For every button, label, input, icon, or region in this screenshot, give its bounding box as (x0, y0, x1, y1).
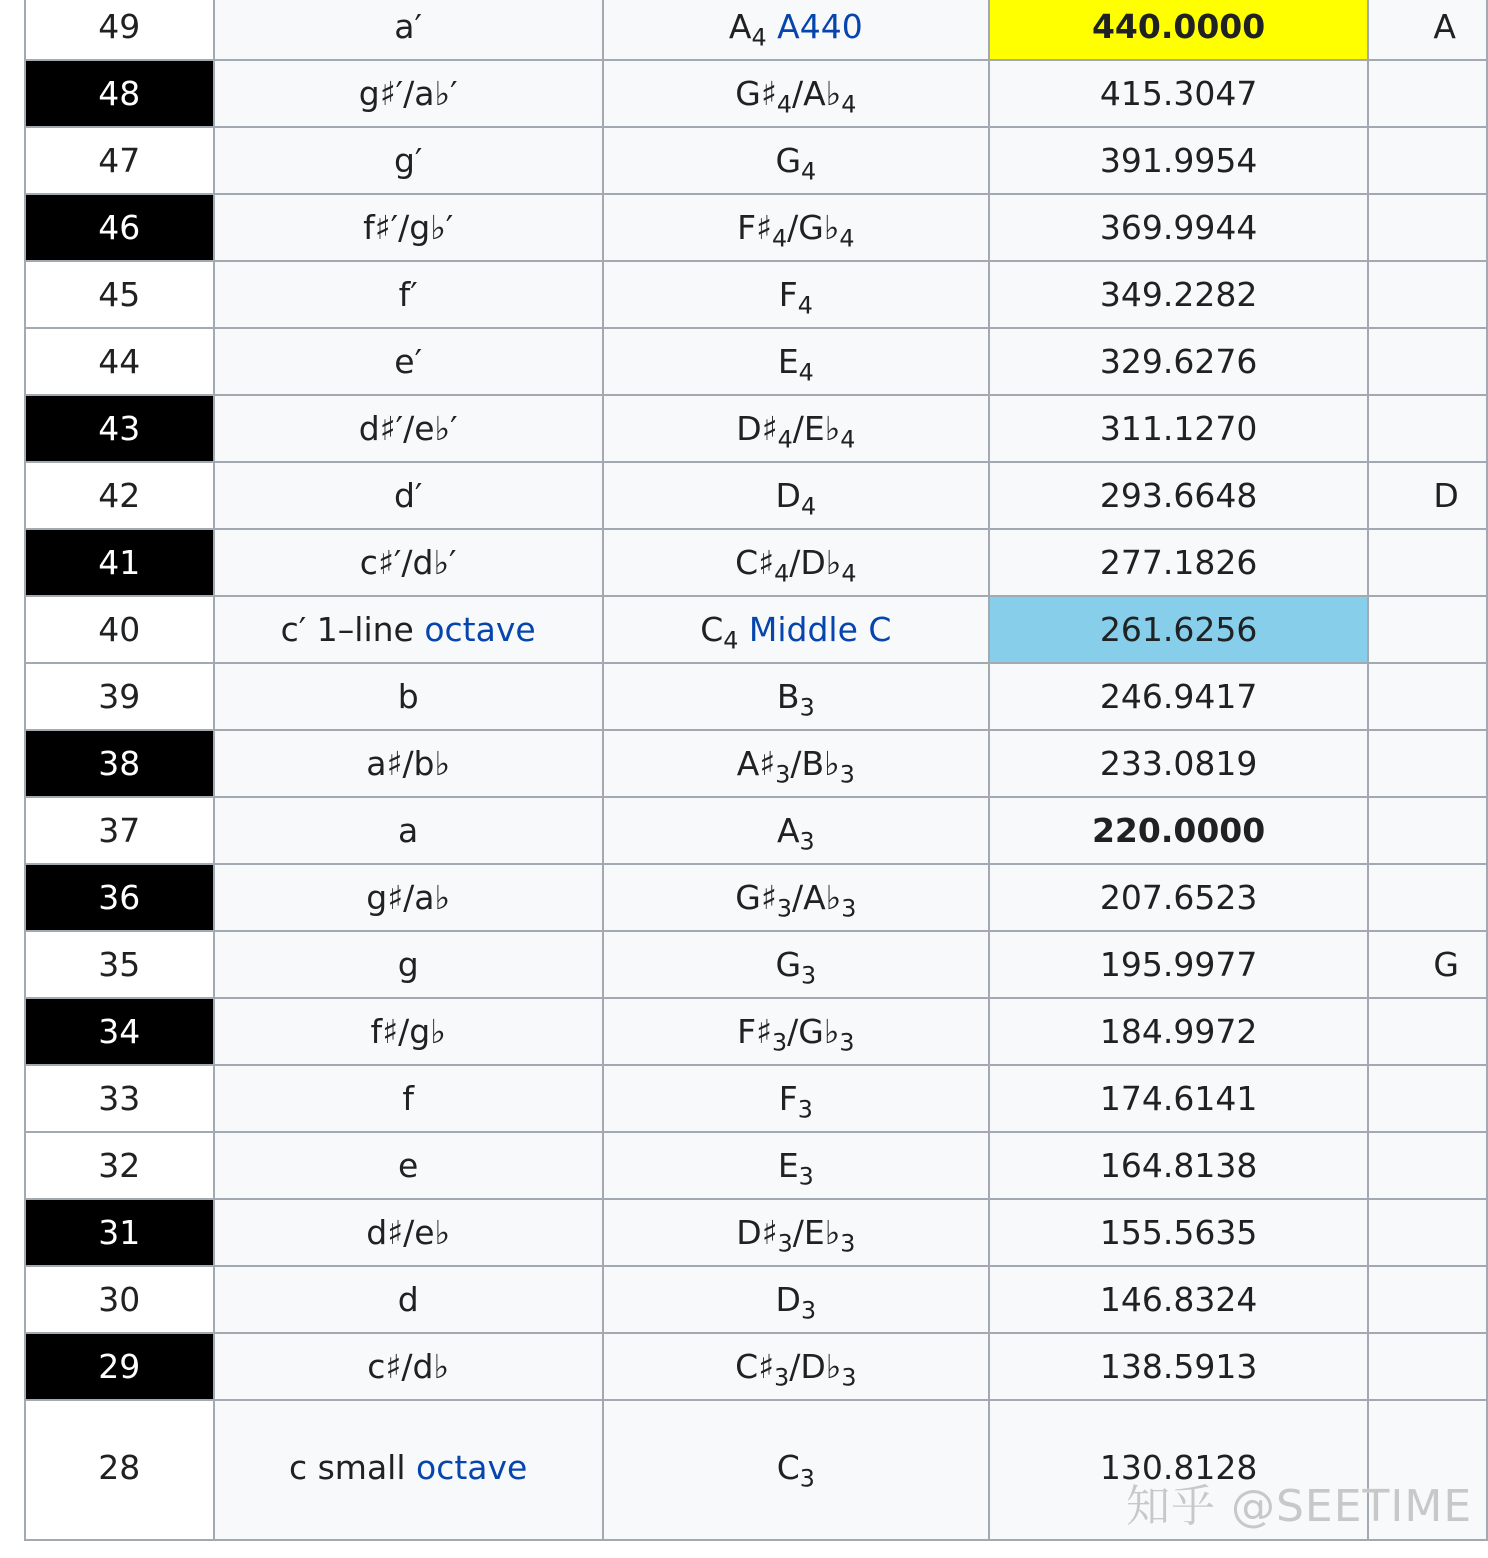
helmholtz-name-cell (214, 663, 603, 730)
extra-column-cell (1368, 328, 1487, 395)
scientific-name-cell (603, 194, 989, 261)
scientific-name-cell (603, 127, 989, 194)
table-row (25, 1400, 1487, 1540)
extra-column-cell (1368, 663, 1487, 730)
scientific-name-cell (603, 395, 989, 462)
table-row (25, 1132, 1487, 1199)
scientific-note: F (778, 275, 798, 314)
helmholtz-name: e′ (394, 342, 423, 381)
scientific-note: A (776, 811, 800, 850)
helmholtz-name-cell (214, 730, 603, 797)
helmholtz-name-cell (214, 1199, 603, 1266)
table-row (25, 1266, 1487, 1333)
scientific-note: D♯ (736, 409, 778, 448)
piano-key-frequency-table (24, 0, 1488, 1541)
octave-subscript: 4 (776, 90, 792, 119)
octave-subscript: 3 (800, 1296, 817, 1325)
helmholtz-name-cell (214, 261, 603, 328)
extra-column-cell (1368, 395, 1487, 462)
frequency-cell: 246.9417 (989, 663, 1369, 730)
octave-subscript: 4 (772, 224, 788, 253)
key-number-cell: 49 (25, 0, 214, 60)
key-number-cell: 38 (25, 730, 214, 797)
table-row (25, 797, 1487, 864)
frequency-cell: 329.6276 (989, 328, 1369, 395)
octave-subscript: 3 (841, 1363, 857, 1392)
extra-column-cell (1368, 60, 1487, 127)
key-number-cell: 37 (25, 797, 214, 864)
octave-subscript: 4 (797, 291, 813, 320)
frequency-cell: 207.6523 (989, 864, 1369, 931)
scientific-note: F♯ (737, 1012, 773, 1051)
octave-link[interactable]: octave (416, 1448, 528, 1487)
scientific-note: C (700, 610, 724, 649)
watermark: 知乎 @SEETIME (1126, 1481, 1473, 1532)
scientific-name-cell (603, 1400, 989, 1540)
frequency-cell: 293.6648 (989, 462, 1369, 529)
key-number-cell: 44 (25, 328, 214, 395)
octave-subscript: 3 (774, 1363, 790, 1392)
scientific-name-cell (603, 730, 989, 797)
frequency-cell: 130.8128 (989, 1400, 1369, 1540)
helmholtz-name: g′ (393, 141, 423, 180)
key-number-cell: 48 (25, 60, 214, 127)
extra-column-cell (1368, 1199, 1487, 1266)
table-body (25, 0, 1487, 1540)
helmholtz-name-cell (214, 328, 603, 395)
helmholtz-name: c♯/d♭ (367, 1347, 450, 1386)
key-number-cell: 36 (25, 864, 214, 931)
extra-column-cell: A (1368, 0, 1487, 60)
helmholtz-name: a′ (394, 7, 423, 46)
table-row (25, 395, 1487, 462)
table-row (25, 0, 1487, 60)
helmholtz-name-cell (214, 0, 603, 60)
table-row (25, 462, 1487, 529)
key-number-cell: 30 (25, 1266, 214, 1333)
octave-subscript: 4 (777, 425, 793, 454)
helmholtz-name-cell (214, 998, 603, 1065)
scientific-note-enharmonic: D♭ (800, 1347, 842, 1386)
octave-subscript: 3 (799, 693, 815, 722)
octave-subscript: 3 (777, 1229, 793, 1258)
helmholtz-name: b (397, 677, 419, 716)
key-number-cell: 40 (25, 596, 214, 663)
table-row (25, 127, 1487, 194)
enharmonic-separator: / (791, 878, 804, 917)
helmholtz-name-cell (214, 529, 603, 596)
octave-subscript: 4 (841, 559, 857, 588)
octave-subscript: 3 (840, 1229, 856, 1258)
extra-column-cell (1368, 261, 1487, 328)
table-row (25, 663, 1487, 730)
enharmonic-separator: / (789, 1347, 801, 1386)
octave-subscript: 3 (798, 1162, 814, 1191)
helmholtz-name-cell (214, 1266, 603, 1333)
scientific-note: F♯ (737, 208, 773, 247)
scientific-note: G♯ (735, 74, 777, 113)
key-number-cell: 43 (25, 395, 214, 462)
scientific-note-enharmonic: G♭ (798, 1012, 840, 1051)
scientific-note: C♯ (735, 1347, 775, 1386)
helmholtz-name: a♯/b♭ (366, 744, 451, 783)
enharmonic-separator: / (787, 1012, 799, 1051)
scientific-name-cell (603, 931, 989, 998)
helmholtz-name: d′ (393, 476, 423, 515)
extra-column-cell (1368, 1132, 1487, 1199)
helmholtz-name: c small (288, 1448, 417, 1487)
helmholtz-name: f (402, 1079, 414, 1118)
helmholtz-name-cell (214, 194, 603, 261)
scientific-note-enharmonic: E♭ (803, 409, 841, 448)
scientific-note: G (775, 141, 802, 180)
extra-column-cell (1368, 1065, 1487, 1132)
extra-column-cell (1368, 529, 1487, 596)
enharmonic-separator: / (791, 74, 804, 113)
scientific-name-cell (603, 797, 989, 864)
octave-subscript: 4 (840, 425, 856, 454)
frequency-cell: 164.8138 (989, 1132, 1369, 1199)
table-row (25, 1065, 1487, 1132)
scientific-note-enharmonic: A♭ (803, 878, 842, 917)
helmholtz-name: f♯′/g♭′ (363, 208, 454, 247)
octave-subscript: 3 (799, 1464, 815, 1493)
octave-subscript: 4 (723, 626, 739, 655)
key-number-cell: 41 (25, 529, 214, 596)
scientific-note: B (776, 677, 800, 716)
table-row (25, 529, 1487, 596)
frequency-cell: 277.1826 (989, 529, 1369, 596)
scientific-note-enharmonic: B♭ (801, 744, 840, 783)
helmholtz-name-cell (214, 1333, 603, 1400)
key-number-cell: 42 (25, 462, 214, 529)
octave-subscript: 4 (751, 23, 767, 52)
scientific-note: E (777, 342, 799, 381)
octave-subscript: 4 (841, 90, 857, 119)
scientific-name-cell (603, 864, 989, 931)
extra-column-cell: D (1368, 462, 1487, 529)
helmholtz-name-cell (214, 1132, 603, 1199)
scientific-note-enharmonic: G♭ (798, 208, 840, 247)
enharmonic-separator: / (789, 543, 801, 582)
table-row (25, 730, 1487, 797)
octave-subscript: 3 (839, 760, 855, 789)
extra-column-cell (1368, 864, 1487, 931)
scientific-note: G (775, 945, 802, 984)
octave-subscript: 4 (800, 492, 817, 521)
scientific-name-cell (603, 998, 989, 1065)
helmholtz-name: g♯/a♭ (366, 878, 451, 917)
extra-column-cell (1368, 127, 1487, 194)
helmholtz-name: f′ (398, 275, 418, 314)
scientific-note: D♯ (736, 1213, 778, 1252)
frequency-cell: 415.3047 (989, 60, 1369, 127)
extra-column-cell: G (1368, 931, 1487, 998)
table-row (25, 261, 1487, 328)
key-number-cell: 47 (25, 127, 214, 194)
scientific-note-enharmonic: D♭ (800, 543, 842, 582)
frequency-cell: 440.0000 (989, 0, 1369, 60)
helmholtz-name-cell (214, 596, 603, 663)
enharmonic-separator: / (792, 1213, 804, 1252)
scientific-note: A (728, 7, 752, 46)
extra-column-cell (1368, 730, 1487, 797)
scientific-name-cell (603, 1266, 989, 1333)
helmholtz-name-cell (214, 1065, 603, 1132)
key-number-cell: 34 (25, 998, 214, 1065)
scientific-note-enharmonic: A♭ (803, 74, 842, 113)
scientific-note: C (776, 1448, 800, 1487)
octave-subscript: 3 (775, 760, 791, 789)
key-number-cell: 32 (25, 1132, 214, 1199)
frequency-cell: 146.8324 (989, 1266, 1369, 1333)
scientific-name-cell (603, 1199, 989, 1266)
scientific-note: C♯ (735, 543, 775, 582)
frequency-cell: 391.9954 (989, 127, 1369, 194)
helmholtz-name: c′ 1–line (280, 610, 425, 649)
frequency-cell: 184.9972 (989, 998, 1369, 1065)
scientific-name-cell (603, 1333, 989, 1400)
octave-subscript: 4 (839, 224, 855, 253)
helmholtz-name: e (398, 1146, 419, 1185)
note-article-link[interactable]: A440 (777, 7, 863, 46)
scientific-name-cell (603, 529, 989, 596)
frequency-cell: 220.0000 (989, 797, 1369, 864)
scientific-note: G♯ (735, 878, 777, 917)
enharmonic-separator: / (787, 208, 799, 247)
octave-subscript: 3 (776, 894, 792, 923)
scientific-name-cell (603, 328, 989, 395)
helmholtz-name-cell (214, 462, 603, 529)
scientific-note-enharmonic: E♭ (803, 1213, 841, 1252)
octave-subscript: 3 (797, 1095, 813, 1124)
helmholtz-name: d (397, 1280, 419, 1319)
key-number-cell: 28 (25, 1400, 214, 1540)
scientific-name-cell (603, 60, 989, 127)
frequency-cell: 155.5635 (989, 1199, 1369, 1266)
extra-column-cell (1368, 1266, 1487, 1333)
table-row (25, 998, 1487, 1065)
octave-subscript: 3 (839, 1028, 855, 1057)
key-number-cell: 31 (25, 1199, 214, 1266)
table-row (25, 1199, 1487, 1266)
scientific-note: F (778, 1079, 798, 1118)
extra-column-cell (1368, 797, 1487, 864)
extra-column-cell (1368, 194, 1487, 261)
frequency-cell: 138.5913 (989, 1333, 1369, 1400)
table-row (25, 194, 1487, 261)
note-article-link[interactable]: Middle C (748, 610, 892, 649)
table-row (25, 864, 1487, 931)
scientific-note: E (777, 1146, 799, 1185)
scientific-name-cell (603, 663, 989, 730)
key-number-cell: 33 (25, 1065, 214, 1132)
extra-column-cell (1368, 1400, 1487, 1540)
key-number-cell: 39 (25, 663, 214, 730)
key-number-cell: 46 (25, 194, 214, 261)
frequency-cell: 195.9977 (989, 931, 1369, 998)
table-row (25, 60, 1487, 127)
key-number-cell: 29 (25, 1333, 214, 1400)
table-row (25, 596, 1487, 663)
frequency-cell: 233.0819 (989, 730, 1369, 797)
helmholtz-name: d♯′/e♭′ (358, 409, 458, 448)
helmholtz-name: g (397, 945, 419, 984)
frequency-cell: 311.1270 (989, 395, 1369, 462)
octave-subscript: 4 (774, 559, 790, 588)
scientific-name-cell (603, 596, 989, 663)
scientific-note: D (775, 476, 801, 515)
extra-column-cell (1368, 1333, 1487, 1400)
frequency-cell: 369.9944 (989, 194, 1369, 261)
octave-subscript: 3 (841, 894, 857, 923)
octave-subscript: 3 (772, 1028, 788, 1057)
frequency-cell: 349.2282 (989, 261, 1369, 328)
octave-subscript: 4 (798, 358, 814, 387)
helmholtz-name: g♯′/a♭′ (358, 74, 458, 113)
enharmonic-separator: / (792, 409, 804, 448)
octave-subscript: 4 (801, 157, 817, 186)
scientific-name-cell (603, 261, 989, 328)
scientific-note: D (775, 1280, 801, 1319)
helmholtz-name-cell (214, 60, 603, 127)
scientific-name-cell (603, 1132, 989, 1199)
extra-column-cell (1368, 998, 1487, 1065)
scientific-note: A♯ (736, 744, 776, 783)
helmholtz-name-cell (214, 797, 603, 864)
table-row (25, 1333, 1487, 1400)
helmholtz-name-cell (214, 931, 603, 998)
table-row (25, 931, 1487, 998)
octave-link[interactable]: octave (424, 610, 536, 649)
helmholtz-name-cell (214, 395, 603, 462)
scientific-name-cell (603, 462, 989, 529)
helmholtz-name-cell (214, 127, 603, 194)
octave-subscript: 3 (801, 961, 817, 990)
enharmonic-separator: / (790, 744, 802, 783)
scientific-name-cell (603, 1065, 989, 1132)
frequency-cell: 174.6141 (989, 1065, 1369, 1132)
octave-subscript: 3 (799, 827, 815, 856)
frequency-cell: 261.6256 (989, 596, 1369, 663)
key-number-cell: 35 (25, 931, 214, 998)
helmholtz-name-cell (214, 864, 603, 931)
helmholtz-name: a (398, 811, 419, 850)
helmholtz-name: f♯/g♭ (370, 1012, 446, 1051)
scientific-name-cell (603, 0, 989, 60)
table-row (25, 328, 1487, 395)
extra-column-cell (1368, 596, 1487, 663)
helmholtz-name: c♯′/d♭′ (359, 543, 457, 582)
helmholtz-name-cell (214, 1400, 603, 1540)
key-number-cell: 45 (25, 261, 214, 328)
helmholtz-name: d♯/e♭ (366, 1213, 451, 1252)
